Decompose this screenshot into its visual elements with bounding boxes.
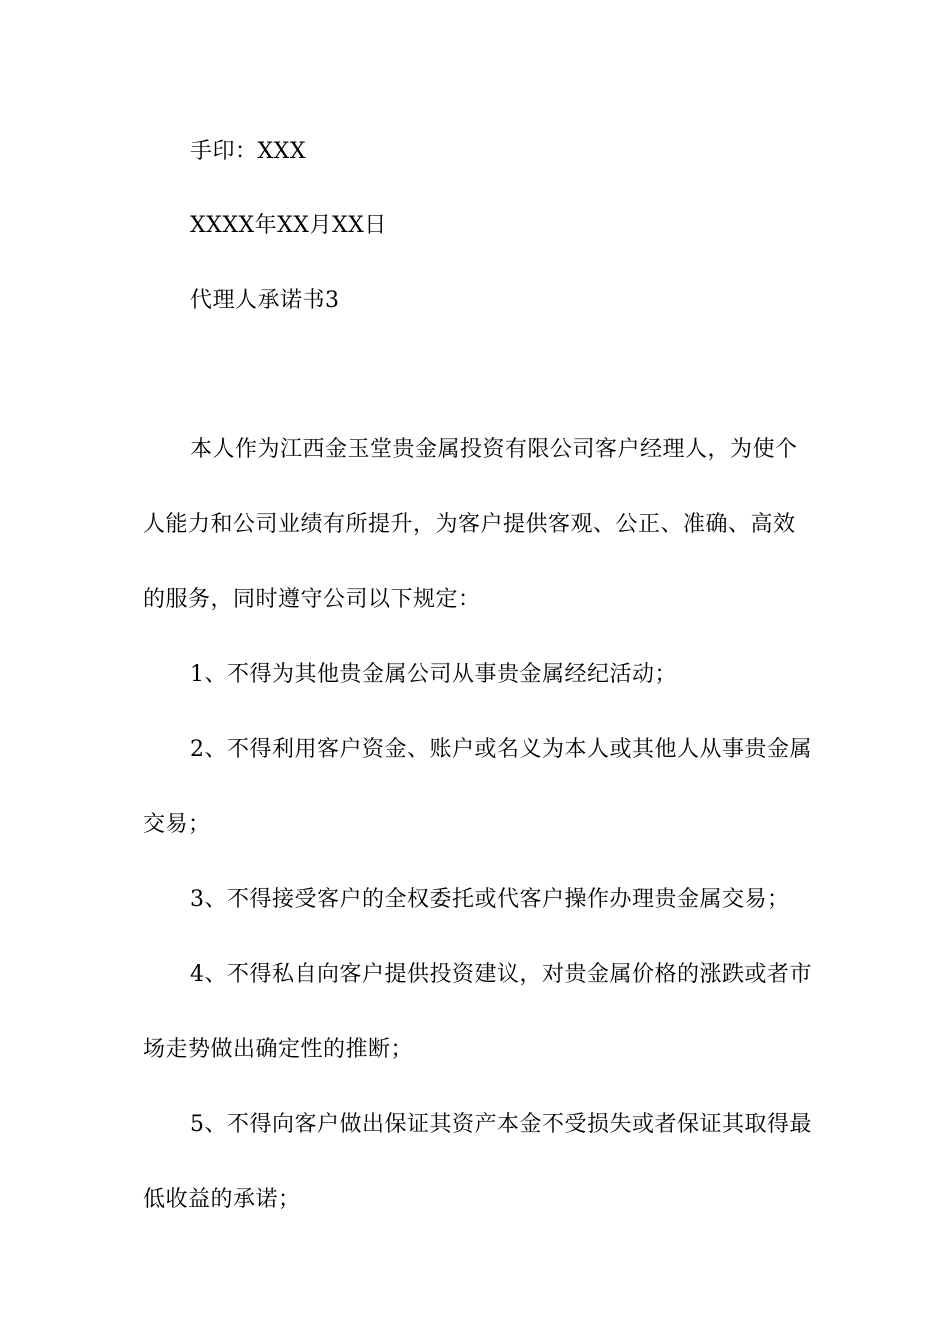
paragraph-line: 交易； [143,812,211,837]
section-title: 代理人承诺书3 [190,288,340,313]
paragraph-line: 4、不得私自向客户提供投资建议，对贵金属价格的涨跌或者市 [190,962,812,987]
paragraph-line: 场走势做出确定性的推断； [143,1037,414,1062]
signature-line: 手印：XXX [190,139,306,164]
paragraph-line: 的服务，同时遵守公司以下规定： [143,587,481,612]
paragraph-line: 人能力和公司业绩有所提升，为客户提供客观、公正、准确、高效 [143,512,796,537]
paragraph-line: 1、不得为其他贵金属公司从事贵金属经纪活动； [190,662,677,687]
date-line: XXXX年XX月XX日 [190,213,387,238]
paragraph-line: 低收益的承诺； [143,1187,301,1212]
paragraph-line: 3、不得接受客户的全权委托或代客户操作办理贵金属交易； [190,887,790,912]
paragraph-line: 本人作为江西金玉堂贵金属投资有限公司客户经理人，为使个 [190,437,798,462]
paragraph-line: 2、不得利用客户资金、账户或名义为本人或其他人从事贵金属 [190,737,812,762]
paragraph-line: 5、不得向客户做出保证其资产本金不受损失或者保证其取得最 [190,1112,812,1137]
